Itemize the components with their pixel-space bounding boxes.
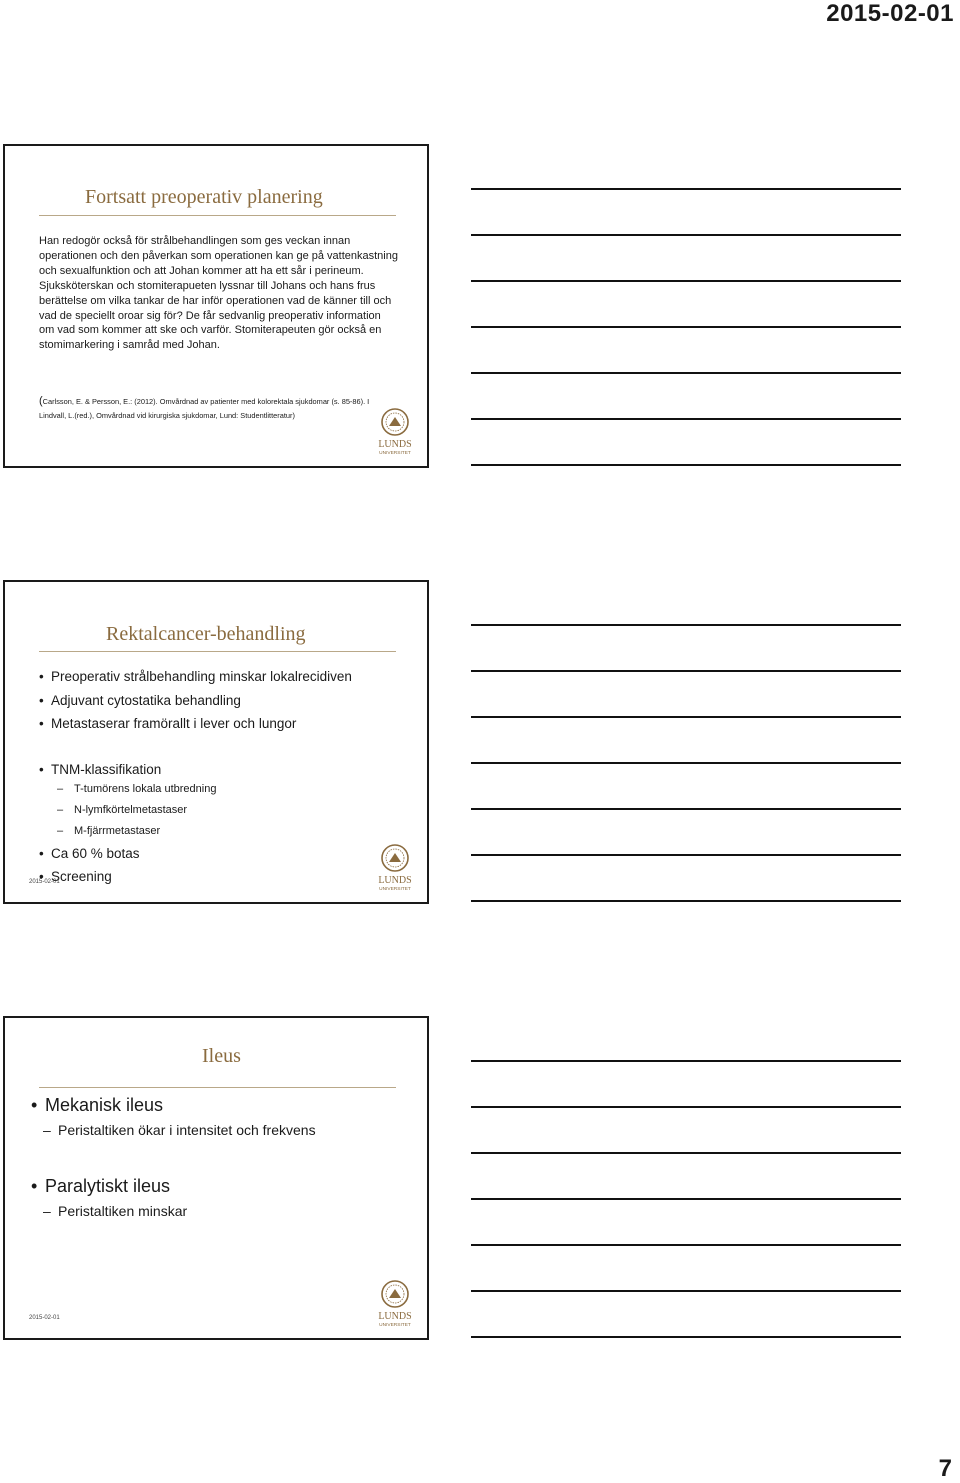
bullet-item: • Mekanisk ileus: [31, 1095, 316, 1122]
lund-university-logo-icon: [375, 844, 415, 894]
lund-university-logo-icon: [375, 1280, 415, 1330]
logo-text-lunds: LUNDS: [378, 875, 412, 886]
note-line: [471, 1290, 901, 1292]
note-line: [471, 418, 901, 420]
title-divider: [39, 651, 396, 652]
note-line: [471, 326, 901, 328]
bullet-item: • Preoperativ strålbehandling minskar lokalrecidiven: [39, 669, 352, 693]
bullet-item: • Adjuvant cytostatika behandling: [39, 693, 352, 717]
note-line: [471, 1106, 901, 1108]
note-line: [471, 464, 901, 466]
sub-item: – Peristaltiken minskar: [31, 1203, 316, 1223]
slide-2: [3, 580, 429, 904]
slide-footer-date: 2015-02-01: [29, 1315, 60, 1321]
slide-body-text: Han redogör också för strålbehandlingen som ges veckan innan operationen och den påverkan som operationen kan ge på vattenkastning och sexualfunktion och att Johan kommer att ha ett sår i perineum. Sjuksköterskan och stomiterapueten lyssnar till Johans och hans frus berättelse om vilka tankar de har inför operationen vad de känner till och vad de speciellt oroar sig för? De får sedvanlig preoperativ information om vad som kommer att ske och varför. Stomiterapeuten gör också en stomimarkering i samråd med Johan.: [39, 235, 398, 352]
bullet-list: [39, 669, 352, 889]
note-line: [471, 188, 901, 190]
sub-item: – M-fjärrmetastaser: [39, 825, 352, 846]
logo-text-universitet: UNIVERSITET: [379, 1323, 411, 1328]
bullet-item: • Paralytiskt ileus: [31, 1176, 316, 1203]
note-line: [471, 372, 901, 374]
title-divider: [39, 1087, 396, 1088]
slide-title: Ileus: [202, 1045, 241, 1067]
slide-title: Fortsatt preoperativ planering: [85, 186, 323, 208]
note-line: [471, 716, 901, 718]
note-line: [471, 854, 901, 856]
logo-text-universitet: UNIVERSITET: [379, 887, 411, 892]
reference-body: Carlsson, E. & Persson, E.: (2012). Omvårdnad av patienter med kolorektala sjukdomar (s. 85-86). I Lindvall, L.(red.), Omvårdnad vid kirurgiska sjukdomar, Lund: Studentlitteratur): [39, 397, 370, 420]
title-divider: [39, 215, 396, 216]
slide-3: [3, 1016, 429, 1340]
logo-text-universitet: UNIVERSITET: [379, 451, 411, 456]
note-line: [471, 670, 901, 672]
note-line: [471, 1336, 901, 1338]
note-line: [471, 1060, 901, 1062]
logo-text-lunds: LUNDS: [378, 439, 412, 450]
lund-university-logo-icon: [375, 408, 415, 458]
bullet-item: • Ca 60 % botas: [39, 846, 352, 870]
bullet-item-tnm: • TNM-klassifikation: [39, 762, 352, 783]
bullet-item: • Metastaserar framörallt i lever och lungor: [39, 716, 352, 762]
note-line: [471, 1152, 901, 1154]
sub-item: – Peristaltiken ökar i intensitet och frekvens: [31, 1122, 316, 1176]
sub-item: – N-lymfkörtelmetastaser: [39, 804, 352, 825]
slide-title: Rektalcancer-behandling: [106, 623, 306, 645]
logo-text-lunds: LUNDS: [378, 1311, 412, 1322]
slide-footer-date: 2015-02-01: [29, 879, 60, 885]
note-line: [471, 808, 901, 810]
note-line: [471, 280, 901, 282]
reference-paren: (: [39, 395, 43, 407]
sub-item: – T-tumörens lokala utbredning: [39, 783, 352, 804]
page-date: 2015-02-01: [826, 0, 954, 27]
bullet-list: [31, 1095, 316, 1223]
reference-text: [39, 394, 384, 423]
note-line: [471, 900, 901, 902]
note-line: [471, 1244, 901, 1246]
slide-1: [3, 144, 429, 468]
note-line: [471, 762, 901, 764]
page-number: 7: [938, 1455, 952, 1482]
note-line: [471, 234, 901, 236]
bullet-item: • Screening: [39, 869, 352, 889]
note-line: [471, 1198, 901, 1200]
note-line: [471, 624, 901, 626]
